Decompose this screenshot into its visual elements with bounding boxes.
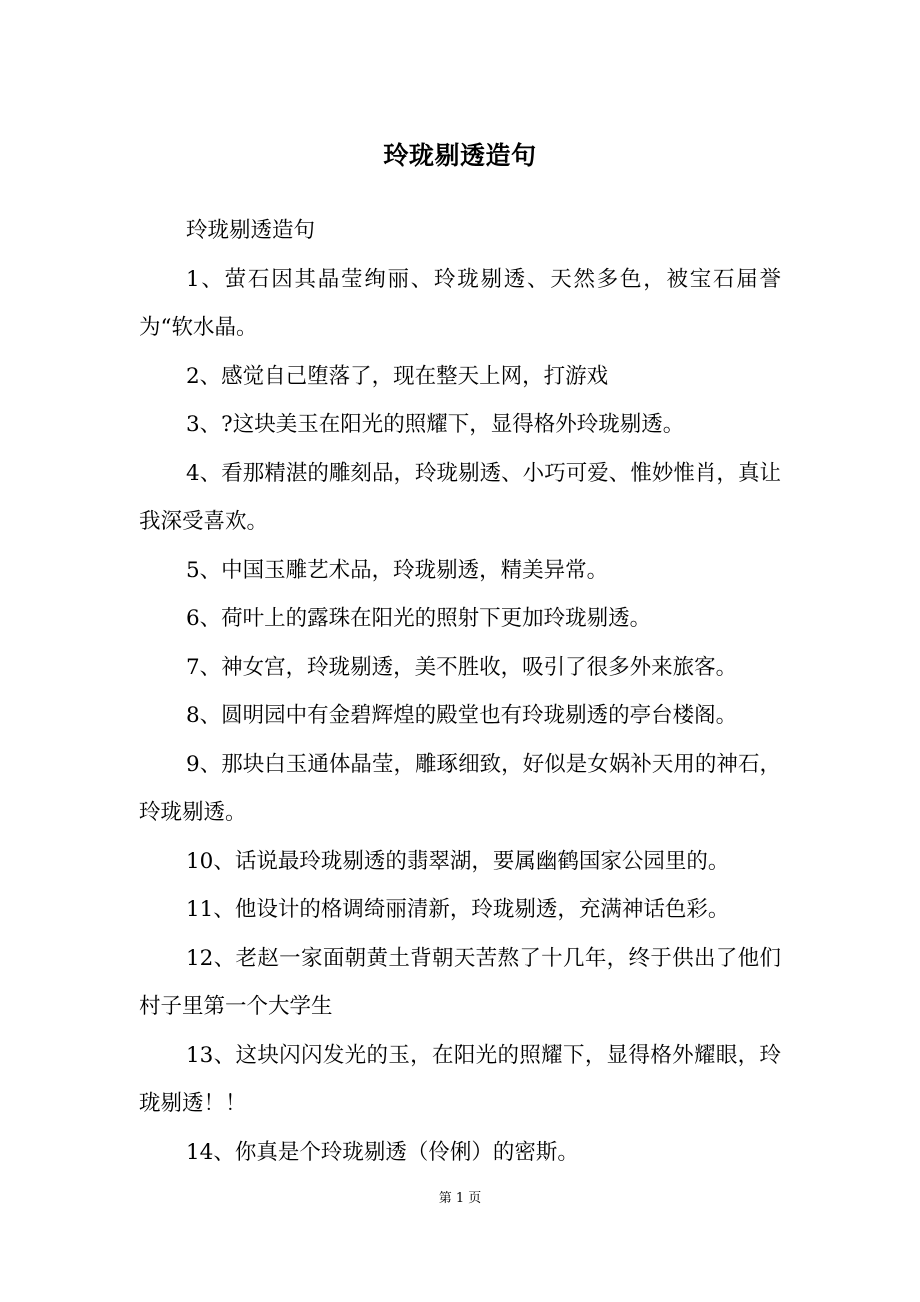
sentence-12: 12、老赵一家面朝黄土背朝天苦熬了十几年，终于供出了他们村子里第一个大学生 — [139, 945, 781, 1019]
sentence-9: 9、那块白玉通体晶莹，雕琢细致，好似是女娲补天用的神石，玲珑剔透。 — [139, 751, 781, 825]
sentence-11: 11、他设计的格调绮丽清新，玲珑剔透，充满神话色彩。 — [186, 897, 730, 922]
page-number: 第 1 页 — [438, 1191, 482, 1206]
sentence-3: 3、?这块美玉在阳光的照耀下，显得格外玲珑剔透。 — [186, 412, 685, 437]
sentence-8: 8、圆明园中有金碧辉煌的殿堂也有玲珑剔透的亭台楼阁。 — [186, 703, 738, 728]
sentence-1: 1、萤石因其晶莹绚丽、玲珑剔透、天然多色，被宝石届誉为“软水晶。 — [139, 266, 781, 340]
sentence-13: 13、这块闪闪发光的玉，在阳光的照耀下，显得格外耀眼，玲珑剔透！！ — [139, 1042, 781, 1116]
page-title: 玲珑剔透造句 — [383, 141, 537, 170]
sentence-5: 5、中国玉雕艺术品，玲珑剔透，精美异常。 — [186, 557, 609, 583]
sentence-4: 4、看那精湛的雕刻品，玲珑剔透、小巧可爱、惟妙惟肖，真让我深受喜欢。 — [139, 460, 781, 534]
sentence-10: 10、话说最玲珑剔透的翡翠湖，要属幽鹤国家公园里的。 — [186, 848, 730, 874]
sentence-14: 14、你真是个玲珑剔透（伶俐）的密斯。 — [186, 1139, 579, 1165]
sentence-6: 6、荷叶上的露珠在阳光的照射下更加玲珑剔透。 — [186, 606, 652, 631]
intro-line: 玲珑剔透造句 — [186, 218, 316, 243]
sentence-2: 2、感觉自己堕落了，现在整天上网，打游戏 — [186, 363, 609, 389]
document-body — [139, 207, 781, 1177]
sentence-7: 7、神女宫，玲珑剔透，美不胜收，吸引了很多外来旅客。 — [186, 654, 738, 680]
